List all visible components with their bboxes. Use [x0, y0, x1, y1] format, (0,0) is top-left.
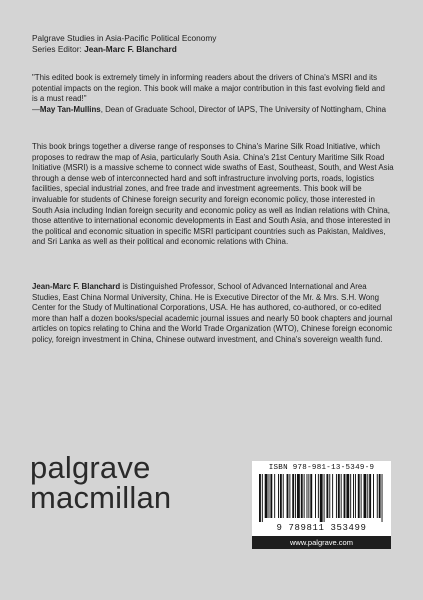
publisher-logo	[30, 450, 172, 515]
barcode-stripe	[278, 474, 279, 518]
barcode-stripe	[379, 474, 381, 518]
logo-word-palgrave: palgrave	[30, 450, 151, 485]
barcode-stripe	[324, 474, 325, 522]
editor-bio	[32, 282, 394, 346]
barcode-stripe	[295, 474, 296, 518]
series-editor-label: Series Editor:	[32, 44, 82, 54]
barcode-stripe	[318, 474, 319, 518]
attribution-name: May Tan-Mullins	[39, 104, 101, 114]
barcode-stripe	[326, 474, 328, 518]
barcode-stripe	[344, 474, 346, 518]
barcode-stripe	[350, 474, 351, 518]
barcode-stripe	[346, 474, 349, 518]
series-editor	[32, 44, 392, 55]
barcode-stripe	[289, 474, 290, 518]
barcode-stripe	[297, 474, 300, 518]
barcode-stripe	[307, 474, 308, 518]
barcode-stripe	[310, 474, 312, 518]
barcode-stripe	[332, 474, 333, 518]
endorsement-attribution	[32, 105, 386, 114]
attribution-dash: —	[32, 104, 40, 114]
barcode-stripe	[341, 474, 342, 518]
bio-text: is Distinguished Professor, School of Advanced International and Area Studies, East China Normal University, China. He is Executive Director of the Mr. & Mrs. S.H. Wong Center for the Study of Multinational Corporations, USA. He has authored, co-authored, or co-edited more than half a dozen books/special academic journal issues and nearly 50 book chapters and journal articles on topics relating to China and the World Trade Organization (WTO), Chinese foreign economic policy, foreign investment in China, Chinese outward investment, and China's sovereign wealth fund.	[32, 282, 393, 344]
barcode-stripe	[355, 474, 356, 518]
barcode-stripe	[369, 474, 371, 518]
barcode-stripe	[336, 474, 337, 518]
barcode-stripe	[262, 474, 263, 522]
barcode-stripe	[270, 474, 272, 518]
series-editor-name: Jean-Marc F. Blanchard	[84, 44, 177, 54]
publisher-url: www.palgrave.com	[252, 536, 391, 549]
barcode-stripe	[315, 474, 316, 518]
barcode-stripe	[338, 474, 340, 518]
isbn-label: ISBN 978-981-13-5349-9	[268, 464, 375, 472]
barcode-stripe	[304, 474, 305, 518]
barcode-stripe	[382, 474, 383, 522]
barcode-stripe	[280, 474, 282, 518]
series-info	[32, 33, 392, 55]
barcode-bars	[258, 474, 385, 522]
barcode-stripe	[373, 474, 374, 518]
isbn-barcode	[252, 461, 391, 536]
barcode-stripe	[367, 474, 368, 518]
series-title: Palgrave Studies in Asia-Pacific Political Economy	[32, 33, 217, 43]
barcode-stripe	[308, 474, 309, 518]
barcode-stripe	[259, 474, 261, 522]
barcode-stripe	[269, 474, 270, 518]
barcode-stripe	[329, 474, 330, 518]
barcode-digits: 9 789811 353499	[276, 523, 367, 533]
barcode-stripe	[320, 474, 323, 522]
barcode-stripe	[292, 474, 294, 518]
endorsement	[32, 73, 392, 115]
barcode-stripe	[358, 474, 360, 518]
barcode-stripe	[353, 474, 354, 518]
barcode-stripe	[364, 474, 367, 518]
book-description: This book brings together a diverse range of responses to China's Marine Silk Road Initiative, which proposes to redraw the map of Asia, particularly South Asia. China's 21st Century Maritime Silk Road Initiative (MSRI) is a massive scheme to connect wide swaths of East, Southeast, South, and West Asia through a dense web of interconnected hard and soft infrastructure involving ports, roads, logistics facilities, special industrial zones, and free trade and investment agreements. This book will be invaluable for students of Chinese foreign security and foreign economic policy, those interested in South Asia including Indian foreign security and economic policy as well as Indian relations with China, those attentive to international economic developments in East and South Asia, and those interested in the political and economic situation in specific MSRI participant countries such as Pakistan, Maldives, and Sri Lanka as well as their political and economic relations with China.	[32, 142, 394, 247]
logo-word-macmillan: macmillan	[30, 480, 172, 515]
barcode-stripe	[274, 474, 275, 518]
barcode-stripe	[377, 474, 378, 518]
barcode-stripe	[265, 474, 268, 518]
barcode-stripe	[283, 474, 284, 518]
endorsement-quote: "This edited book is extremely timely in informing readers about the drivers of China's MSRI and its potential impacts on the region. This book will make a major contribution in this fast evolving field and is a must read!"	[32, 73, 385, 104]
barcode-stripe	[361, 474, 362, 518]
bio-name: Jean-Marc F. Blanchard	[32, 282, 121, 291]
attribution-affiliation: , Dean of Graduate School, Director of IAPS, The University of Nottingham, China	[100, 104, 387, 114]
barcode-stripe	[301, 474, 303, 518]
barcode-stripe	[287, 474, 289, 518]
